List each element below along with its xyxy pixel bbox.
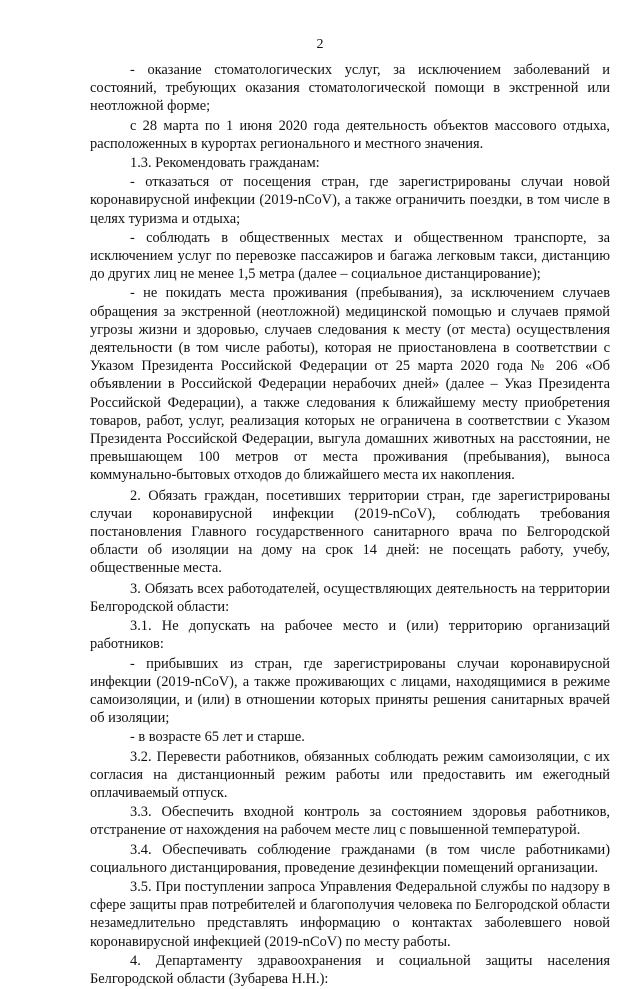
paragraph: - соблюдать в общественных местах и общественном транспорте, за исключением услуг по перевозке пассажиров и багажа легковым такси, дистанцию до других лиц не менее 1,5 метра (далее – социальное дистанцирование);: [90, 229, 610, 283]
paragraph: 2. Обязать граждан, посетивших территории стран, где зарегистрированы случаи коронавирусной инфекции (2019-nCoV), соблюдать требования постановления Главного государственного санитарного врача по Белгородской области об изоляции на дому на срок 14 дней: не посещать работу, учебу, общественные места.: [90, 487, 610, 577]
document-body: [90, 61, 610, 989]
paragraph: - в возрасте 65 лет и старше.: [130, 729, 305, 746]
page-number: 2: [316, 37, 324, 52]
paragraph: - не покидать места проживания (пребывания), за исключением случаев обращения за экстренной (неотложной) медицинской помощью и случаев прямой угрозы жизни и здоровью, случаев следования к месту (от места) осуществления деятельности (в том числе работы), которая не приостановлена в соответствии с Указом Президента Российской Федерации от 25 марта 2020 года № 206 «Об объявлении в Российской Федерации нерабочих дней» (далее – Указ Президента Российской Федерации), а также следования к ближайшему месту приобретения товаров, работ, услуг, реализация которых не ограничена в соответствии с Указом Президента Российской Федерации, выгула домашних животных на расстоянии, не превышающем 100 метров от места проживания (пребывания), выноса коммунально-бытовых отходов до ближайшего места их накопления.: [90, 285, 610, 484]
paragraph: 3.1. Не допускать на рабочее место и (или) территорию организаций работников:: [90, 618, 610, 653]
paragraph: 1.3. Рекомендовать гражданам:: [130, 155, 320, 172]
paragraph: 3.2. Перевести работников, обязанных соблюдать режим самоизоляции, с их согласия на дистанционный режим работы или предоставить им ежегодный оплачиваемый отпуск.: [90, 748, 610, 801]
paragraph: 4. Департаменту здравоохранения и социальной защиты населения Белгородской области (Зубарева Н.Н.):: [90, 952, 610, 987]
paragraph: 3.4. Обеспечивать соблюдение гражданами (в том числе работниками) социального дистанцирования, проведение дезинфекции помещений организации.: [90, 841, 610, 876]
paragraph: - прибывших из стран, где зарегистрированы случаи коронавирусной инфекции (2019-nCoV), а также проживающих с лицами, находящимися в режиме самоизоляции, и (или) в отношении которых приняты решения санитарных врачей об изоляции;: [90, 655, 610, 727]
paragraph: с 28 марта по 1 июня 2020 года деятельность объектов массового отдыха, расположенных в курортах регионального и местного значения.: [90, 117, 610, 152]
paragraph: - отказаться от посещения стран, где зарегистрированы случаи новой коронавирусной инфекции (2019-nCoV), а также ограничить поездки, в том числе в целях туризма и отдыха;: [90, 174, 610, 227]
paragraph: 3.3. Обеспечить входной контроль за состоянием здоровья работников, отстранение от нахождения на рабочем месте лиц с повышенной температурой.: [90, 804, 610, 839]
paragraph: - оказание стоматологических услуг, за исключением заболеваний и состояний, требующих оказания стоматологической помощи в экстренной или неотложной форме;: [90, 62, 610, 115]
paragraph: 3.5. При поступлении запроса Управления Федеральной службы по надзору в сфере защиты прав потребителей и благополучия человека по Белгородской области незамедлительно представлять информацию о контактах заболевшего новой коронавирусной инфекцией (2019-nCoV) по месту работы.: [90, 878, 610, 950]
paragraph: 3. Обязать всех работодателей, осуществляющих деятельность на территории Белгородской области:: [90, 580, 610, 615]
